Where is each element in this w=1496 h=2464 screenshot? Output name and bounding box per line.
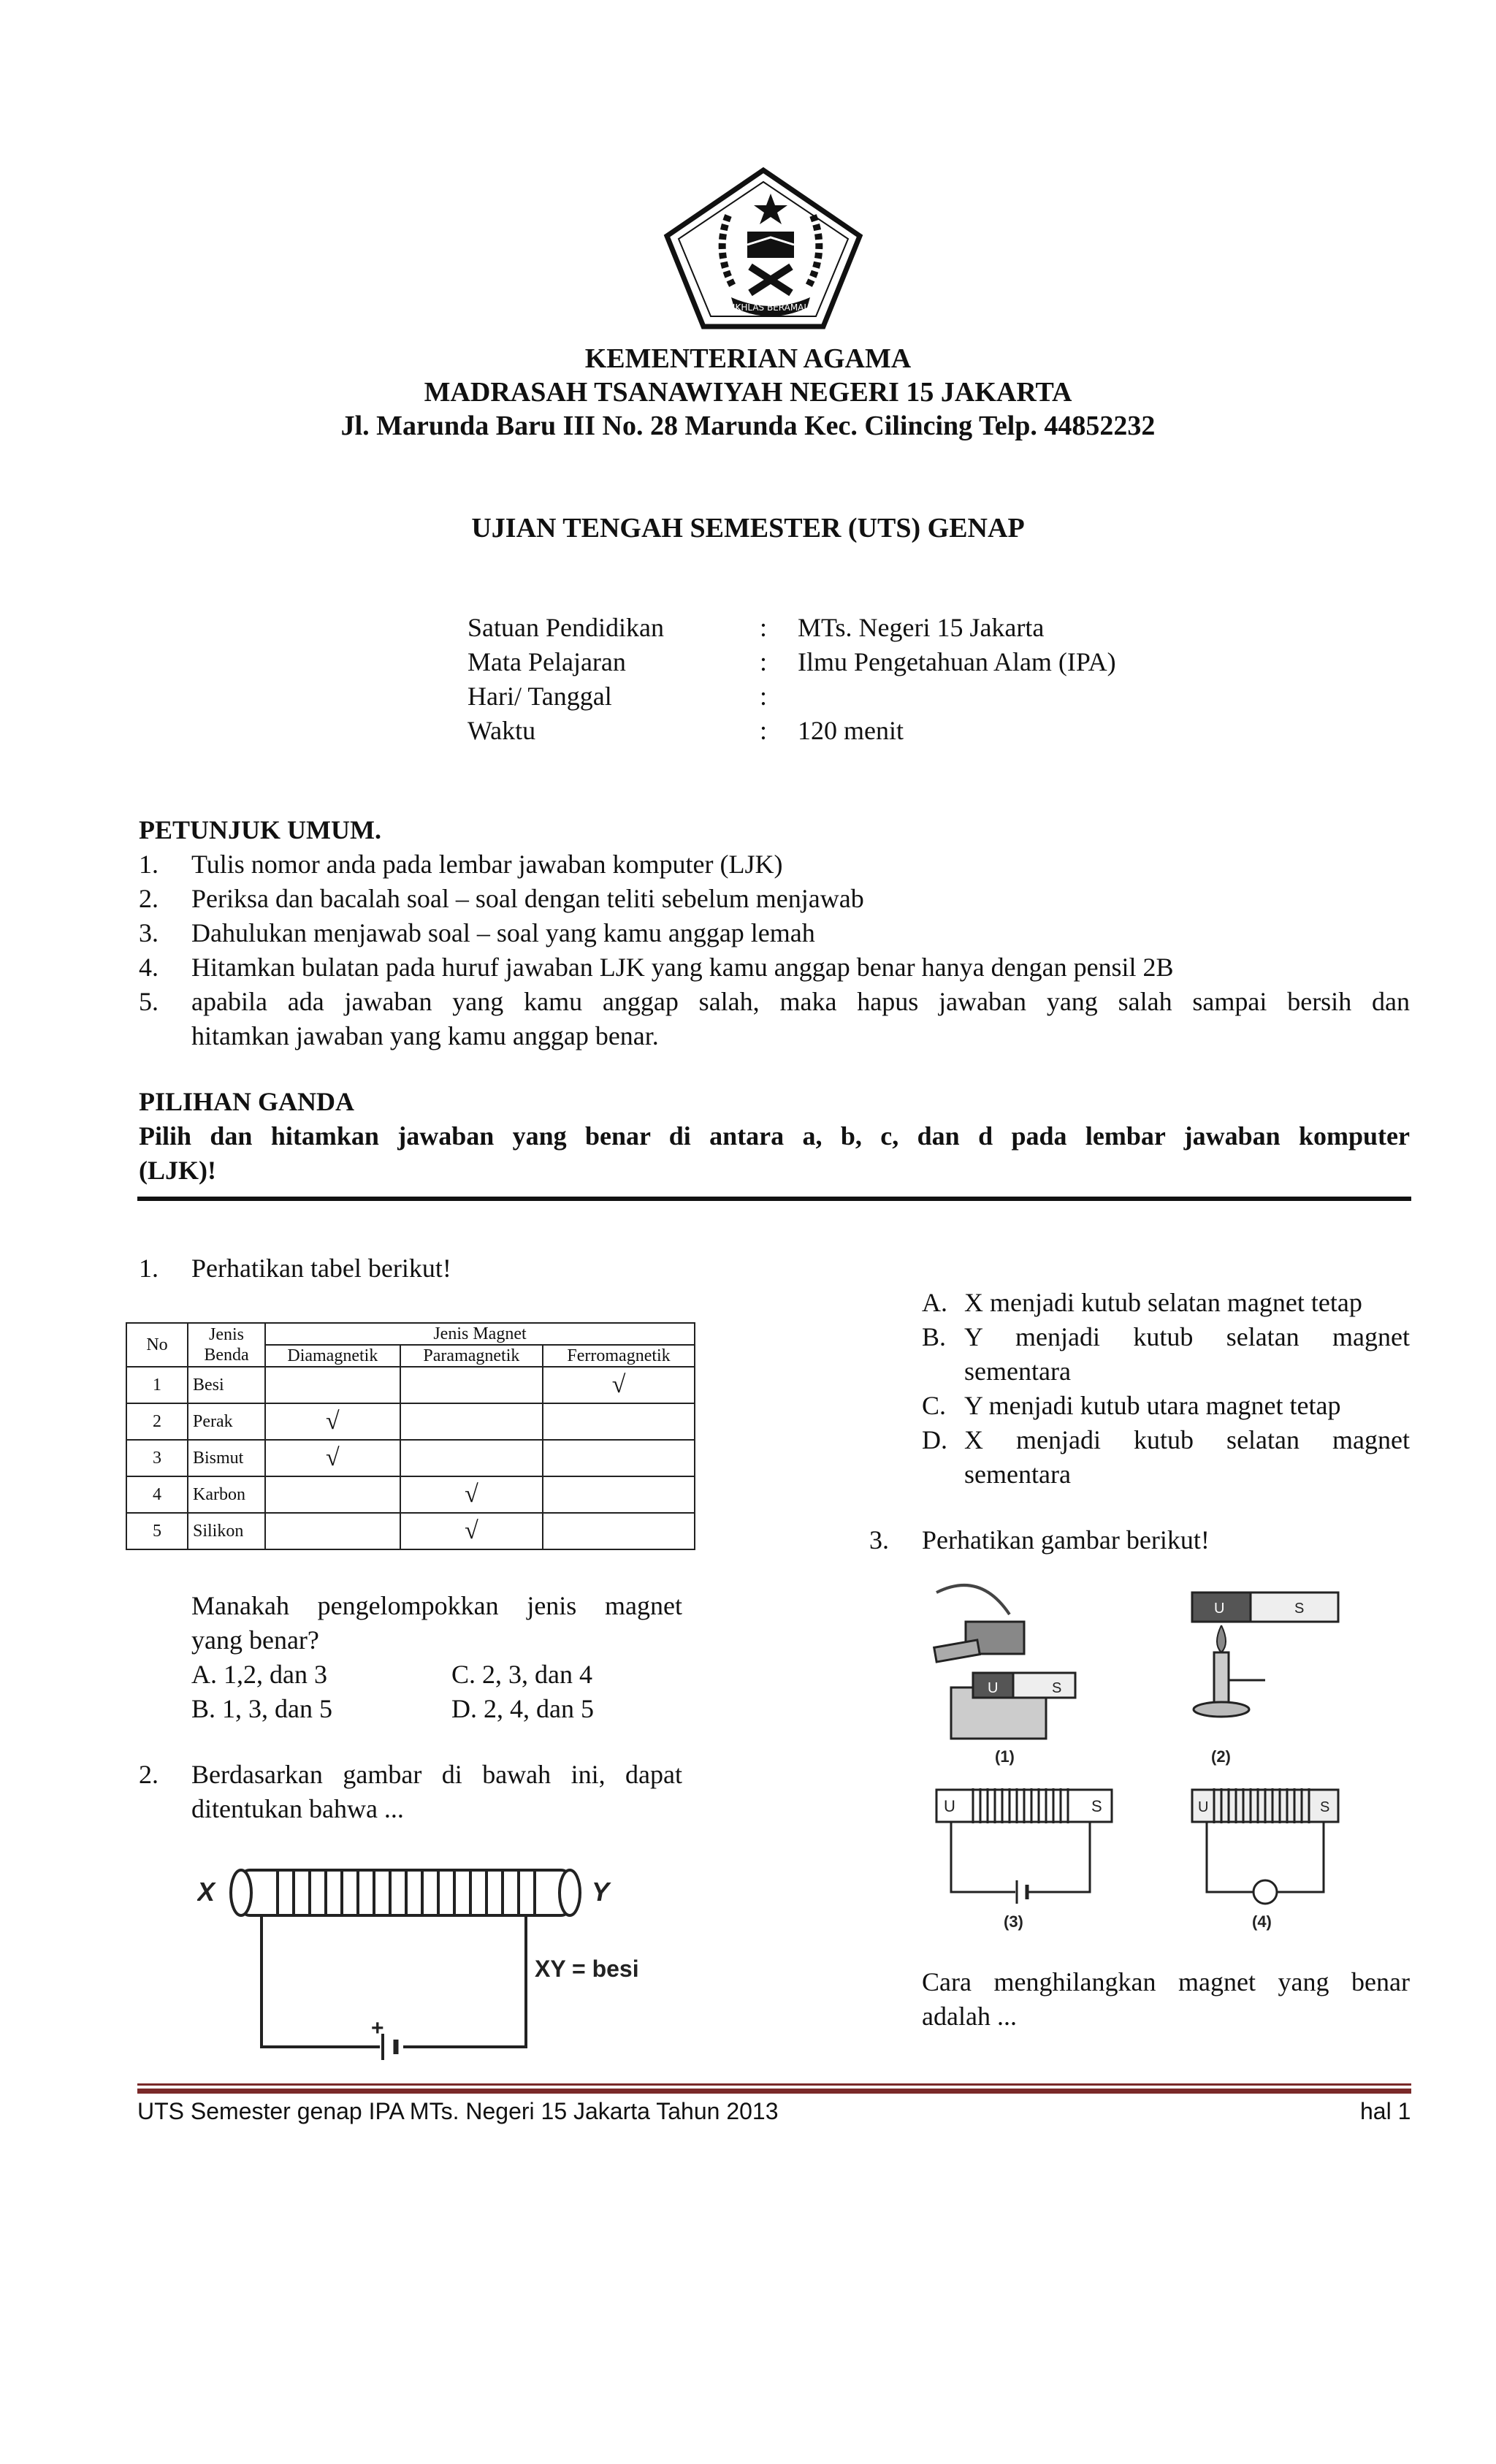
- exam-title: UJIAN TENGAH SEMESTER (UTS) GENAP: [471, 513, 1025, 543]
- cell-dia: √: [265, 1403, 400, 1440]
- cell-no: 5: [126, 1513, 188, 1549]
- info-label: Satuan Pendidikan: [468, 613, 664, 642]
- label-xy-besi: XY = besi: [535, 1956, 639, 1982]
- cell-dia: [265, 1476, 400, 1513]
- list-item-number: 2.: [139, 884, 159, 913]
- cell-ferro: [543, 1440, 695, 1476]
- cell-name: Perak: [188, 1403, 265, 1440]
- option-text: X menjadi kutub selatan magnet tetap: [964, 1288, 1362, 1317]
- cell-ferro: [543, 1513, 695, 1549]
- footer-rule-top: [137, 2083, 1411, 2086]
- list-item-number: 4.: [139, 953, 159, 982]
- cell-no: 4: [126, 1476, 188, 1513]
- th-jenis-benda: [188, 1323, 265, 1367]
- label-x: X: [197, 1877, 215, 1907]
- instructions-title: PETUNJUK UMUM.: [139, 815, 381, 844]
- fig-label-3: (3): [1004, 1912, 1023, 1931]
- cell-no: 3: [126, 1440, 188, 1476]
- list-item: Tulis nomor anda pada lembar jawaban komputer (LJK): [191, 850, 783, 879]
- header-ministry: KEMENTERIAN AGAMA: [584, 343, 912, 374]
- cell-no: 2: [126, 1403, 188, 1440]
- solenoid-figure: [197, 1855, 665, 2075]
- th-jenis-benda-1: Jenis: [209, 1325, 244, 1344]
- table-row: [126, 1440, 695, 1476]
- svg-text:IKHLAS BERAMAL: IKHLAS BERAMAL: [732, 302, 809, 313]
- list-item-number: 3.: [139, 918, 159, 947]
- question-prompt: Perhatikan tabel berikut!: [191, 1254, 451, 1283]
- table-row: [126, 1476, 695, 1513]
- option-a: A. 1,2, dan 3: [191, 1660, 327, 1689]
- header-address: Jl. Marunda Baru III No. 28 Marunda Kec. Cilincing Telp. 44852232: [340, 411, 1156, 441]
- th-paramagnetik: Paramagnetik: [400, 1345, 543, 1367]
- table-row: [126, 1513, 695, 1549]
- question-number: 3.: [869, 1525, 889, 1555]
- page-number: hal 1: [1360, 2098, 1411, 2124]
- th-no: No: [126, 1323, 188, 1367]
- pole-s-label: S: [1052, 1680, 1062, 1696]
- option-d: D. 2, 4, dan 5: [451, 1694, 594, 1723]
- option-b: B. 1, 3, dan 5: [191, 1694, 332, 1723]
- table-row: [126, 1403, 695, 1440]
- cell-para: [400, 1440, 543, 1476]
- option-letter: A.: [922, 1288, 947, 1317]
- cell-para: [400, 1367, 543, 1403]
- cell-ferro: √: [543, 1367, 695, 1403]
- cell-no: 1: [126, 1367, 188, 1403]
- info-value: 120 menit: [798, 716, 904, 745]
- footer-text: UTS Semester genap IPA MTs. Negeri 15 Jakarta Tahun 2013: [137, 2098, 779, 2124]
- table-row: [126, 1367, 695, 1403]
- th-ferromagnetik: Ferromagnetik: [543, 1345, 695, 1367]
- info-sep: :: [760, 647, 768, 676]
- question-number: 2.: [139, 1760, 159, 1789]
- cell-dia: √: [265, 1440, 400, 1476]
- option-letter: D.: [922, 1425, 947, 1454]
- option-letter: C.: [922, 1391, 947, 1420]
- th-diamagnetik: Diamagnetik: [265, 1345, 400, 1367]
- list-item: Periksa dan bacalah soal – soal dengan teliti sebelum menjawab: [191, 884, 864, 913]
- list-item: apabila ada jawaban yang kamu anggap salah, maka hapus jawaban yang salah sampai bersih dan: [191, 987, 1410, 1016]
- option-text: Y menjadi kutub selatan magnet: [964, 1322, 1410, 1351]
- section-divider: [137, 1197, 1411, 1201]
- pole-s-label: S: [1320, 1799, 1330, 1815]
- section-instruction-cont: (LJK)!: [139, 1156, 216, 1185]
- section-title: PILIHAN GANDA: [139, 1087, 355, 1116]
- question-text: Cara menghilangkan magnet yang benar: [922, 1967, 1410, 1996]
- logo-emblem: [661, 164, 866, 332]
- label-plus: +: [371, 2016, 384, 2040]
- list-item: Dahulukan menjawab soal – soal yang kamu anggap lemah: [191, 918, 815, 947]
- question-text-cont: ditentukan bahwa ...: [191, 1794, 404, 1823]
- th-jenis-magnet: Jenis Magnet: [265, 1323, 695, 1345]
- list-item: Hitamkan bulatan pada huruf jawaban LJK yang kamu anggap benar hanya dengan pensil 2B: [191, 953, 1174, 982]
- cell-dia: [265, 1513, 400, 1549]
- pole-u-label: U: [988, 1680, 999, 1696]
- question-text: Berdasarkan gambar di bawah ini, dapat: [191, 1760, 682, 1789]
- cell-ferro: [543, 1403, 695, 1440]
- option-text-cont: sementara: [964, 1460, 1071, 1489]
- cell-para: [400, 1403, 543, 1440]
- list-item-continuation: hitamkan jawaban yang kamu anggap benar.: [191, 1021, 659, 1050]
- fig-label-4: (4): [1252, 1912, 1272, 1931]
- option-c: C. 2, 3, dan 4: [451, 1660, 592, 1689]
- pole-u-label: U: [944, 1797, 955, 1815]
- label-y: Y: [592, 1877, 610, 1907]
- demagnetize-figure: [922, 1571, 1375, 1943]
- cell-name: Silikon: [188, 1513, 265, 1549]
- info-value: MTs. Negeri 15 Jakarta: [798, 613, 1045, 642]
- cell-ferro: [543, 1476, 695, 1513]
- info-label: Mata Pelajaran: [468, 647, 626, 676]
- cell-name: Bismut: [188, 1440, 265, 1476]
- header-school: MADRASAH TSANAWIYAH NEGERI 15 JAKARTA: [424, 377, 1072, 408]
- footer-rule-bottom: [137, 2089, 1411, 2094]
- pole-s-label: S: [1091, 1797, 1102, 1815]
- fig-label-2: (2): [1211, 1747, 1231, 1766]
- th-jenis-benda-2: Benda: [204, 1346, 249, 1365]
- question-text-cont: yang benar?: [191, 1625, 319, 1655]
- info-label: Waktu: [468, 716, 536, 745]
- info-value: Ilmu Pengetahuan Alam (IPA): [798, 647, 1116, 676]
- magnet-table: [126, 1322, 695, 1550]
- fig-label-1: (1): [995, 1747, 1015, 1766]
- info-sep: :: [760, 682, 768, 711]
- info-label: Hari/ Tanggal: [468, 682, 612, 711]
- question-prompt: Perhatikan gambar berikut!: [922, 1525, 1210, 1555]
- option-text: X menjadi kutub selatan magnet: [964, 1425, 1410, 1454]
- info-sep: :: [760, 716, 768, 745]
- pole-u-label: U: [1214, 1601, 1225, 1617]
- question-number: 1.: [139, 1254, 159, 1283]
- option-text-cont: sementara: [964, 1357, 1071, 1386]
- list-item-number: 1.: [139, 850, 159, 879]
- pole-u-label: U: [1198, 1799, 1209, 1815]
- question-text-cont: adalah ...: [922, 2002, 1017, 2031]
- option-text: Y menjadi kutub utara magnet tetap: [964, 1391, 1341, 1420]
- cell-name: Karbon: [188, 1476, 265, 1513]
- list-item-number: 5.: [139, 987, 159, 1016]
- cell-para: √: [400, 1513, 543, 1549]
- info-sep: :: [760, 613, 768, 642]
- question-text: Manakah pengelompokkan jenis magnet: [191, 1591, 682, 1620]
- pole-s-label: S: [1294, 1601, 1305, 1617]
- cell-para: √: [400, 1476, 543, 1513]
- cell-name: Besi: [188, 1367, 265, 1403]
- option-letter: B.: [922, 1322, 947, 1351]
- cell-dia: [265, 1367, 400, 1403]
- section-instruction: Pilih dan hitamkan jawaban yang benar di antara a, b, c, dan d pada lembar jawaban komputer: [139, 1121, 1410, 1151]
